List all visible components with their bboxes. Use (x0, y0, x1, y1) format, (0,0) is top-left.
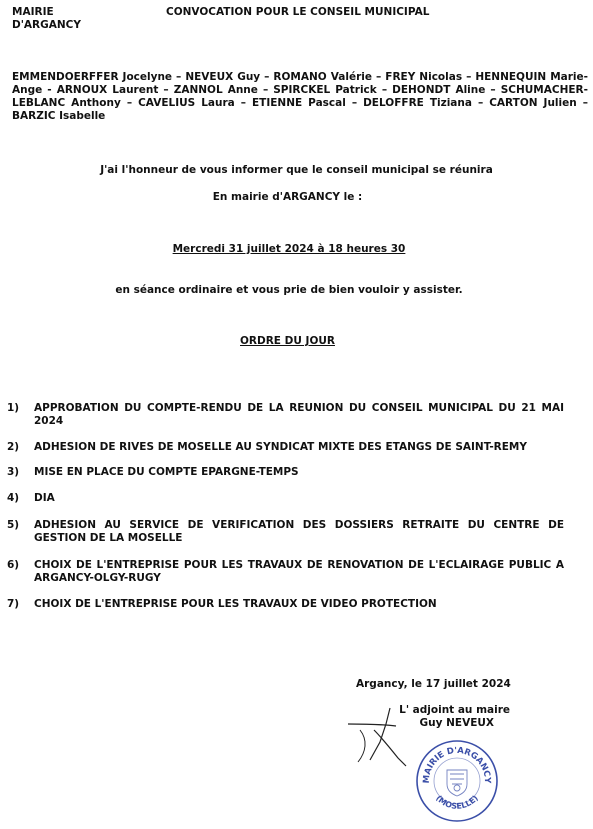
agenda-item-text: MISE EN PLACE DU COMPTE EPARGNE-TEMPS (34, 466, 299, 478)
place-and-date: Argancy, le 17 juillet 2024 (356, 678, 511, 690)
meeting-date: Mercredi 31 juillet 2024 à 18 heures 30 (172, 243, 406, 255)
agenda-item-number: 1) (7, 402, 20, 414)
mairie-seal-stamp (414, 738, 500, 824)
meeting-location: En mairie d'ARGANCY le : (212, 191, 363, 203)
adjoint-name: Guy NEVEUX (419, 717, 494, 729)
intro-text: J'ai l'honneur de vous informer que le conseil municipal se réunira (100, 164, 493, 176)
agenda-item-number: 5) (7, 519, 20, 531)
agenda-heading: ORDRE DU JOUR (240, 335, 335, 347)
agenda-item-text: CHOIX DE L'ENTREPRISE POUR LES TRAVAUX DE RENOVATION DE L'ECLAIRAGE PUBLIC A ARGANCY-OLGY-RUGY (34, 559, 564, 584)
stamp-bottom-text: (MOSELLE) (434, 793, 480, 811)
agenda-item-number: 7) (7, 598, 20, 610)
agenda-item-text: DIA (34, 492, 55, 504)
agenda-item-text: CHOIX DE L'ENTREPRISE POUR LES TRAVAUX DE VIDEO PROTECTION (34, 598, 437, 610)
mairie-line-2: D'ARGANCY (12, 19, 81, 31)
agenda-item-number: 3) (7, 466, 20, 478)
council-members-list: EMMENDOERFFER Jocelyne – NEVEUX Guy – ROMANO Valérie – FREY Nicolas – HENNEQUIN Marie-Ange - ARNOUX Laurent – ZANNOL Anne – SPIRCKEL Patrick – DEHONDT Aline – SCHUMACHER-LEBLANC Anthony – CAVELIUS Laura – ETIENNE Pascal – DELOFFRE Tiziana – CARTON Julien – BARZIC Isabelle (12, 71, 588, 122)
session-text: en séance ordinaire et vous prie de bien vouloir y assister. (115, 284, 463, 296)
agenda-item-text: ADHESION AU SERVICE DE VERIFICATION DES DOSSIERS RETRAITE DU CENTRE DE GESTION DE LA MOSELLE (34, 519, 564, 544)
agenda-item-number: 4) (7, 492, 20, 504)
mairie-header (12, 6, 122, 32)
agenda-item-number: 2) (7, 441, 20, 453)
adjoint-title: L' adjoint au maire (399, 704, 510, 716)
stamp-top-text: MAIRIE D'ARGANCY (421, 745, 493, 784)
mairie-line-1: MAIRIE (12, 6, 54, 18)
agenda-item-text: ADHESION DE RIVES DE MOSELLE AU SYNDICAT MIXTE DES ETANGS DE SAINT-REMY (34, 441, 527, 453)
document-title: CONVOCATION POUR LE CONSEIL MUNICIPAL (166, 6, 430, 18)
agenda-item-number: 6) (7, 559, 20, 571)
coat-of-arms-icon (447, 770, 467, 796)
agenda-item-text: APPROBATION DU COMPTE-RENDU DE LA REUNION DU CONSEIL MUNICIPAL DU 21 MAI 2024 (34, 402, 564, 427)
